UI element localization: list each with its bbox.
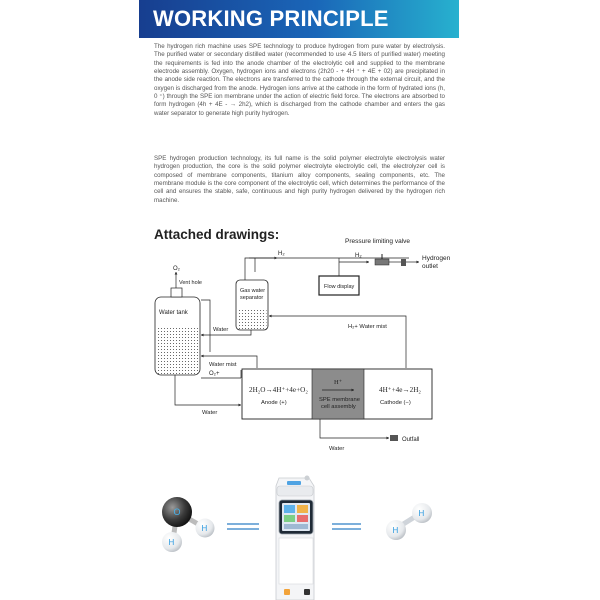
h2-right-label: H₂ bbox=[355, 253, 362, 259]
membrane-label-1: SPE membrane bbox=[319, 397, 360, 403]
water-return-label: Water bbox=[213, 327, 229, 333]
intro-paragraph-1: The hydrogen rich machine uses SPE technology to produce hydrogen from pure water by electrolysis. The purified water or secondary distilled water (recommended to use 4.5 liters of purified water) meeting the requirements is fed into the anode chamber of the electrolytic cell and supplied to the membrane electrode assembly. Oxygen, hydrogen ions and electrons (2h20 - + 4H ⁺ + 4E + 02) are precipitated in the anode side reaction. The electrons are transferred to the cathode through the external circuit, and the oxygen is discharged from the anode. Hydrogen ions arrive at the cathode in the form of hydrated ions (h, 0 ⁺) through the SPE ion membrane under the action of electric field force. The electrons are absorbed to form hydrogen (4h + 4E - → 2h2), which is discharged from the cathode chamber and enters the gas water separator to generate high purity hydrogen. bbox=[154, 43, 445, 117]
water-left-label: Water bbox=[202, 410, 218, 416]
separator-label-2: separator bbox=[240, 295, 264, 301]
principle-diagram bbox=[139, 0, 459, 600]
electrolytic-cell bbox=[242, 369, 432, 419]
intro-paragraph-2: SPE hydrogen production technology, its full name is the solid polymer electrolyte electrolysis water hydrogen production, the core is the solid polymer electrolyte electrolytic cell, the electrolyzer cell is composed of membrane components, titanium alloy components, sealing components, etc. The membrane module is the core component of the electrolytic cell, which determines the performance of the cell and ensures the stable, safe, continuous and high purity hydrogen delivered by the hydrogen rich machine. bbox=[154, 155, 445, 204]
hydrogen-molecule bbox=[386, 503, 432, 540]
spe-membrane bbox=[312, 369, 364, 419]
membrane-ion-label: H⁺ bbox=[334, 379, 343, 386]
outfall-label: Outfall bbox=[402, 437, 420, 443]
atom-h2-label: H bbox=[168, 538, 175, 547]
atom-h4-label: H bbox=[418, 509, 425, 518]
h2-water-mist-label: H₂+ Water mist bbox=[348, 324, 387, 330]
pressure-valve bbox=[375, 259, 389, 265]
o2-top-label: O₂ bbox=[173, 266, 180, 272]
water-tank bbox=[155, 288, 200, 375]
water-molecule bbox=[162, 497, 215, 552]
outfall-valve bbox=[390, 435, 398, 441]
membrane-label-2: cell assembly bbox=[321, 404, 356, 410]
gas-water-separator bbox=[236, 280, 268, 330]
cathode-reaction: 4H⁺+4e→2H₂ bbox=[379, 386, 421, 394]
separator-label-1: Gas water bbox=[240, 288, 266, 294]
water-mist-label: Water mist bbox=[209, 362, 237, 368]
atom-h1-label: H bbox=[201, 524, 208, 533]
product-page bbox=[139, 0, 459, 600]
anode-label: Anode (+) bbox=[261, 400, 287, 406]
hydrogen-machine bbox=[276, 476, 314, 600]
vent-hole-label: Vent hole bbox=[179, 280, 202, 286]
flow-display-label: Flow display bbox=[324, 284, 355, 290]
cathode-label: Cathode (−) bbox=[380, 400, 411, 406]
o2-plus-label: O₂+ bbox=[209, 371, 220, 377]
drawings-title: Attached drawings: bbox=[154, 227, 280, 242]
hydrogen-outlet-label-2: outlet bbox=[422, 263, 438, 270]
pressure-valve-label: Pressure limiting valve bbox=[345, 238, 411, 245]
water-tank-label: Water tank bbox=[159, 310, 188, 316]
anode-reaction: 2H₂O→4H⁺+4e+O₂ bbox=[249, 386, 308, 394]
h2-top-label: H₂ bbox=[278, 251, 285, 257]
atom-h3-label: H bbox=[392, 526, 399, 535]
water-bottom-label: Water bbox=[329, 446, 345, 452]
page-title: WORKING PRINCIPLE bbox=[153, 6, 389, 31]
hydrogen-outlet-label-1: Hydrogen bbox=[422, 255, 451, 262]
outlet-valve bbox=[401, 259, 406, 266]
atom-o-label: O bbox=[173, 507, 181, 517]
